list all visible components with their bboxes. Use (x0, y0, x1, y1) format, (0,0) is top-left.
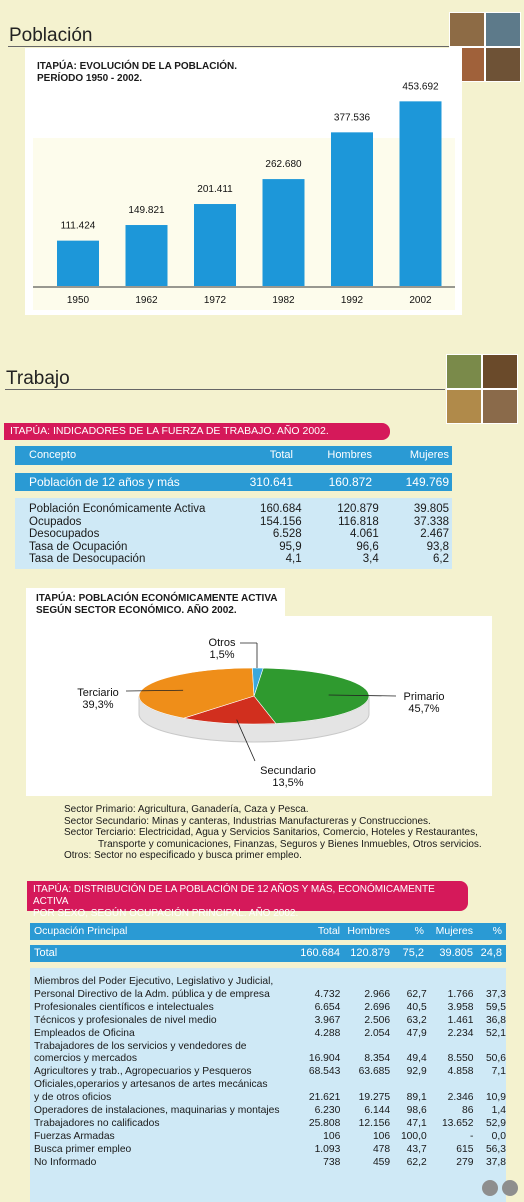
occupation-cell-value (308, 976, 340, 989)
labor-header-total: Total (269, 449, 293, 461)
occupation-cell-value: 13.652 (441, 1117, 474, 1129)
occupation-cell-value: 47,1 (406, 1117, 427, 1129)
labor-cell-label: Desocupados (29, 528, 100, 541)
occupation-cell-value (427, 1041, 474, 1054)
occupation-cell-label: comercios y mercados (34, 1053, 137, 1065)
labor-row (15, 541, 452, 554)
labor-table-title: ITAPÚA: INDICADORES DE LA FUERZA DE TRABAJO. AÑO 2002. (4, 423, 390, 440)
labor-cell-label: Población Económicamente Activa (29, 503, 206, 515)
occupation-cell-value: 25.808 (308, 1117, 341, 1129)
occupation-cell-value (473, 1079, 506, 1092)
occupation-cell-value: 478 (372, 1143, 391, 1155)
bar-value-label: 453.692 (402, 81, 439, 93)
occ-header-pct-m: % (492, 925, 502, 937)
pie-chart-card (26, 616, 492, 796)
occupation-cell-value: 106 (372, 1130, 391, 1142)
labor-row (15, 528, 452, 541)
occupation-cell-value: 2.696 (364, 1001, 391, 1013)
occupation-cell-value: 52,1 (485, 1027, 506, 1039)
occ-header-ocupacion: Ocupación Principal (34, 925, 128, 937)
occupation-cell-label: Busca primer empleo (34, 1143, 132, 1155)
pie-label-name: Secundario (260, 765, 316, 777)
occupation-cell-value (427, 976, 474, 989)
occupation-cell-value: 12.156 (358, 1117, 391, 1129)
note-primario: Sector Primario: Agricultura, Ganadería, Caza y Pesca. (64, 804, 309, 815)
pie-label-value: 39,3% (82, 699, 114, 711)
bar-1982 (263, 179, 305, 286)
labor-cell-value: 2.467 (420, 528, 449, 541)
occupation-cell-label: Trabajadores no calificados (34, 1117, 160, 1129)
occupation-data-block (30, 968, 506, 1202)
occ-total-pct-m: 24,8 (480, 947, 502, 959)
labor-cell-value: 154.156 (260, 515, 302, 528)
labor-highlight-row (15, 473, 452, 491)
trabajo-title: Trabajo (6, 368, 70, 389)
occupation-cell-value (390, 1079, 427, 1092)
bar-value-label: 262.680 (265, 159, 302, 171)
bar-value-label: 201.411 (197, 184, 233, 196)
occupation-row (34, 976, 506, 989)
labor-cell-value: 4,1 (285, 553, 302, 566)
labor-cell-value: 93,8 (426, 540, 449, 553)
occupation-cell-value (390, 976, 427, 989)
labor-cell-value: 96,6 (356, 540, 379, 553)
labor-cell-value: 120.879 (337, 503, 379, 515)
occupation-cell-value: 8.354 (364, 1053, 391, 1065)
bar-1972 (194, 204, 236, 286)
bar-value-label: 149.821 (128, 205, 165, 217)
trabajo-rule (5, 389, 445, 390)
occupation-title-line1: ITAPÚA: DISTRIBUCIÓN DE LA POBLACIÓN DE 12 AÑOS Y MÁS, ECONÓMICAMENTE ACTIVA (33, 884, 435, 907)
occupation-row (34, 1092, 506, 1105)
pie-label-name: Otros (208, 637, 236, 649)
occupation-cell-label: Miembros del Poder Ejecutivo, Legislativo y Judicial, (34, 976, 274, 987)
poblacion-rule (8, 46, 450, 47)
occupation-cell-value (390, 1041, 427, 1054)
occupation-cell-value: 37,8 (485, 1156, 506, 1168)
occupation-cell-value: 40,5 (406, 1001, 427, 1013)
occupation-cell-value: 3.958 (447, 1001, 474, 1013)
bar-1962 (126, 225, 168, 286)
occupation-cell-value (473, 1041, 506, 1054)
note-terciario-cont: Transporte y comunicaciones, Finanzas, Seguros y Bienes Inmuebles, Otros servicios. (98, 838, 482, 850)
labor-cell-value: 6.528 (272, 528, 302, 541)
bar-category-label: 1950 (66, 295, 90, 306)
occupation-cell-value (427, 1079, 474, 1092)
occupation-cell-value: 36,8 (485, 1014, 506, 1026)
occupation-cell-value: 92,9 (406, 1066, 427, 1078)
occupation-row (34, 989, 506, 1002)
bar-category-label: 1982 (272, 295, 295, 306)
occupation-cell-value: 98,6 (406, 1105, 427, 1117)
next-page-icon[interactable] (502, 1180, 518, 1196)
occupation-cell-value: 49,4 (406, 1053, 427, 1065)
occupation-cell-value: 62,2 (406, 1156, 427, 1168)
occ-header-total: Total (317, 925, 340, 937)
labor-cell-label: Tasa de Desocupación (29, 553, 146, 566)
occupation-row (34, 1105, 506, 1118)
pie-label-value: 1,5% (209, 649, 235, 661)
occupation-cell-value (340, 1079, 390, 1092)
occupation-cell-value: 615 (456, 1143, 474, 1155)
poblacion-title: Población (9, 25, 93, 46)
occupation-cell-value (340, 976, 390, 989)
pie-title-card (26, 588, 285, 616)
occupation-cell-label: Oficiales,operarios y artesanos de artes mecánicas (34, 1079, 268, 1091)
occupation-cell-label: y de otros oficios (34, 1092, 112, 1104)
sector-notes (64, 804, 482, 862)
occupation-cell-value: 6.144 (364, 1105, 391, 1117)
occupation-cell-value: 19.275 (358, 1092, 391, 1104)
occupation-title-line2: POR SEXO, SEGÚN OCUPACIÓN PRINCIPAL. AÑO 2002. (33, 908, 299, 919)
labor-row (15, 516, 452, 529)
note-secundario: Sector Secundario: Minas y canteras, Industrias Manufactureras y Construcciones. (64, 815, 431, 827)
occ-total-label: Total (34, 947, 58, 959)
occupation-cell-value: 7,1 (491, 1066, 506, 1078)
occupation-cell-label: Fuerzas Armadas (34, 1130, 115, 1142)
occupation-cell-value: 86 (461, 1105, 474, 1117)
occupation-cell-value: 4.732 (314, 988, 341, 1000)
bar-category-label: 1972 (203, 295, 227, 306)
occupation-cell-value: 62,7 (406, 988, 427, 1000)
occupation-row (34, 1066, 506, 1079)
occupation-cell-value: 6.230 (314, 1105, 341, 1117)
occupation-cell-value: 0,0 (491, 1130, 506, 1142)
note-otros: Otros: Sector no especificado y busca primer empleo. (64, 850, 302, 862)
labor-header-mujeres: Mujeres (409, 449, 449, 461)
labor-cell-value: 6,2 (433, 553, 449, 566)
labor-cell-value: 4.061 (350, 528, 379, 541)
occupation-cell-label: Profesionales científicos e intelectuales (34, 1001, 214, 1013)
labor-highlight-label: Población de 12 años y más (29, 475, 180, 489)
occupation-cell-value: 3.967 (314, 1014, 341, 1026)
pie-chart-title: ITAPÚA: POBLACIÓN ECONÓMICAMENTE ACTIVA SEGÚN SECTOR ECONÓMICO. AÑO 2002. (36, 593, 278, 616)
labor-table (15, 446, 452, 569)
pie-label-name: Primario (403, 691, 445, 703)
bar-category-label: 1992 (340, 295, 364, 306)
occ-total-pct-h: 75,2 (402, 947, 424, 959)
pie-label-value: 13,5% (272, 777, 304, 789)
bar-value-label: 377.536 (333, 112, 371, 124)
occupation-row (34, 1041, 506, 1054)
occupation-cell-value: 2.346 (447, 1092, 474, 1104)
occupation-cell-value: 16.904 (308, 1053, 341, 1065)
labor-header-hombres: Hombres (327, 449, 372, 461)
occ-total-mujeres: 39.805 (439, 947, 473, 959)
labor-cell-value: 37.338 (413, 515, 449, 528)
occupation-cell-value: 1,4 (491, 1105, 506, 1117)
occupation-cell-value: 1.766 (447, 988, 474, 1000)
labor-header-row (15, 446, 452, 465)
occupation-cell-label: Personal Directivo de la Adm. pública y de empresa (34, 988, 270, 1000)
labor-highlight-hombres: 160.872 (328, 475, 372, 489)
occupation-table-title (27, 881, 468, 919)
occ-header-pct-h: % (414, 925, 424, 937)
occupation-cell-value: 2.054 (364, 1027, 391, 1039)
occupation-cell-value: 2.966 (364, 988, 391, 1000)
bar-category-label: 1962 (135, 295, 158, 306)
bar-2002 (400, 101, 442, 286)
bar-1992 (331, 132, 373, 286)
occ-header-hombres: Hombres (347, 925, 390, 937)
occupation-cell-value: - (470, 1130, 474, 1142)
labor-cell-value: 39.805 (413, 503, 449, 515)
occupation-cell-value: 2.506 (364, 1014, 391, 1026)
occupation-cell-value (308, 1041, 340, 1054)
occupation-cell-value: 68.543 (308, 1066, 341, 1078)
occupation-cell-value: 1.461 (447, 1014, 474, 1026)
occupation-cell-value: 56,3 (485, 1143, 506, 1155)
labor-highlight-total: 310.641 (249, 475, 293, 489)
occupation-cell-value: 21.621 (308, 1092, 341, 1104)
occ-total-total: 160.684 (300, 947, 340, 959)
occupation-cell-value: 8.550 (447, 1053, 474, 1065)
occupation-cell-value: 10,9 (485, 1092, 506, 1104)
occupation-cell-value (308, 1079, 340, 1092)
occupation-cell-label: Trabajadores de los servicios y vendedores de (34, 1040, 247, 1052)
population-bar-chart (25, 48, 462, 315)
occupation-cell-value: 43,7 (406, 1143, 427, 1155)
occupation-cell-value: 459 (372, 1156, 391, 1168)
occ-header-mujeres: Mujeres (435, 925, 473, 937)
bar-category-label: 2002 (409, 295, 432, 306)
occupation-row (34, 1144, 506, 1157)
occupation-cell-value: 37,3 (485, 988, 506, 1000)
occupation-row (34, 1028, 506, 1041)
occupation-cell-label: Técnicos y profesionales de nivel medio (34, 1014, 217, 1026)
occupation-cell-label: Agricultores y trab., Agropecuarios y Pesqueros (34, 1066, 252, 1078)
occupation-table (30, 923, 506, 1202)
occupation-cell-value: 47,9 (406, 1027, 427, 1039)
labor-cell-label: Ocupados (29, 515, 82, 528)
labor-highlight-mujeres: 149.769 (405, 475, 449, 489)
occupation-cell-value: 89,1 (406, 1092, 427, 1104)
occupation-cell-value: 4.858 (447, 1066, 474, 1078)
occupation-cell-value: 4.288 (314, 1027, 341, 1039)
trabajo-photo-collage (446, 354, 518, 422)
labor-cell-value: 3,4 (362, 553, 379, 566)
occupation-cell-value: 100,0 (400, 1130, 427, 1142)
occupation-row (34, 1053, 506, 1066)
occupation-cell-label: Operadores de instalaciones, maquinarias y montajes (34, 1105, 280, 1117)
prev-page-icon[interactable] (482, 1180, 498, 1196)
labor-data-block (15, 498, 452, 569)
sector-pie-chart (26, 616, 492, 796)
occupation-cell-value (340, 1041, 390, 1054)
labor-header-concepto: Concepto (29, 449, 77, 461)
occupation-cell-value: 738 (323, 1156, 341, 1168)
occupation-row (34, 1131, 506, 1144)
population-chart-title: ITAPÚA: EVOLUCIÓN DE LA POBLACIÓN. PERÍODO 1950 - 2002. (37, 61, 237, 84)
labor-cell-label: Tasa de Ocupación (29, 540, 128, 553)
occupation-cell-value (473, 976, 506, 989)
occupation-cell-value: 63,2 (406, 1014, 427, 1026)
pie-label-value: 45,7% (408, 703, 440, 715)
note-terciario: Sector Terciario: Electricidad, Agua y Servicios Sanitarios, Comercio, Hoteles y Restaurantes, (64, 827, 478, 839)
occupation-cell-label: Empleados de Oficina (34, 1027, 135, 1039)
occ-total-hombres: 120.879 (350, 947, 390, 959)
occupation-cell-value: 59,5 (485, 1001, 506, 1013)
occupation-cell-value: 106 (323, 1130, 341, 1142)
bar-value-label: 111.424 (60, 220, 96, 232)
occupation-cell-value: 6.654 (314, 1001, 341, 1013)
occupation-cell-value: 1.093 (314, 1143, 341, 1155)
occupation-cell-value: 52,9 (485, 1117, 506, 1129)
labor-cell-value: 95,9 (279, 540, 302, 553)
occupation-header-row (30, 923, 506, 940)
pie-label-name: Terciario (77, 687, 119, 699)
occupation-row (34, 1157, 506, 1170)
occupation-row (34, 1118, 506, 1131)
occupation-row (34, 1079, 506, 1092)
occupation-total-row (30, 945, 506, 962)
labor-cell-value: 116.818 (338, 515, 379, 528)
occupation-cell-value: 279 (456, 1156, 474, 1168)
occupation-row (34, 1015, 506, 1028)
occupation-cell-value: 63.685 (358, 1066, 391, 1078)
labor-row (15, 553, 452, 566)
labor-cell-value: 160.684 (260, 503, 302, 515)
population-chart-card (25, 48, 462, 315)
labor-row (15, 503, 452, 516)
occupation-cell-value: 50,6 (485, 1053, 506, 1065)
bar-1950 (57, 241, 99, 286)
occupation-row (34, 1002, 506, 1015)
occupation-cell-label: No Informado (34, 1156, 97, 1168)
occupation-cell-value: 2.234 (447, 1027, 474, 1039)
